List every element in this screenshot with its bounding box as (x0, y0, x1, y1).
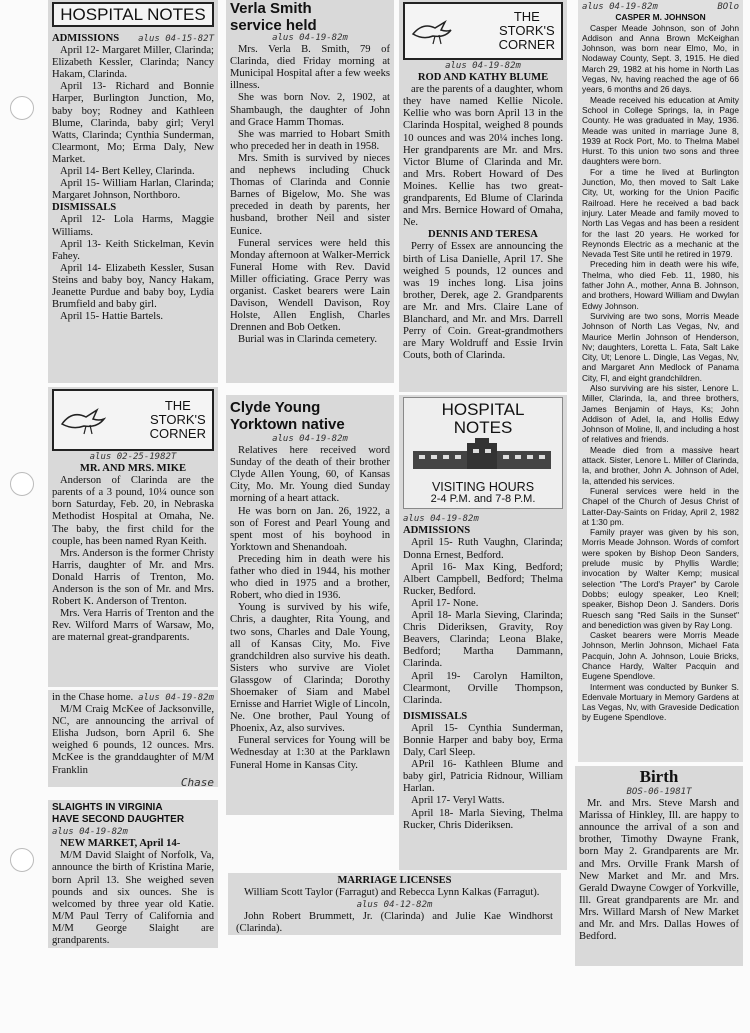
obituary-paragraph: Mrs. Smith is survived by nieces and nephews including Chuck Thomas of Clarinda and Connie Barnes of Bigelow, Mo. She was preceded in death by parents, her husband, brother Neil and sister Eunice. (230, 152, 390, 237)
clipping-date-stamp: alus 04-15-82T (138, 34, 214, 44)
obituary-paragraph: He was born on Jan. 26, 1922, a son of Forest and Pearl Young and spent most of his boyhood in Yorktown and Shenandoah. (230, 505, 390, 553)
obituary-paragraph: She was married to Hobart Smith who preceded her in death in 1958. (230, 128, 390, 152)
obituary-paragraph: Burial was in Clarinda cemetery. (238, 334, 378, 346)
clyde-young-obituary-clipping (226, 395, 394, 815)
clipping-date-stamp: alus 04-19-82m (445, 61, 521, 71)
birth-announcement-heading: ROD AND KATHY BLUME (417, 72, 549, 84)
admission-entry: April 14- Bert Kelley, Clarinda. (60, 166, 195, 178)
clipping-date-stamp: alus 02-25-1982T (89, 452, 177, 462)
binder-hole (10, 848, 34, 872)
birth-announcement-clipping (575, 766, 743, 966)
storks-corner-title: CORNER (498, 37, 555, 52)
birth-announcement-text: Mrs. Anderson is the former Christy Harris, daughter of Mr. and Mrs. Donald Harris of Trenton, Mo. Anderson is the son of Mr. and Mrs. Robert K. Anderson of Trenton. (52, 547, 214, 608)
admission-entry: April 18- Marla Sieving, Clarinda; Chris Dideriksen, Gravity, Roy Beavers, Clarinda; Leona Blake, Bedford; Martha Dammann, Clarinda. (403, 610, 563, 670)
clipping-date-stamp: alus 04-19-82m (272, 33, 348, 43)
admission-entry: April 19- Carolyn Hamilton, Clearmont, Orville Thompson, Clarinda. (403, 670, 563, 706)
dismissal-entry: April 18- Marla Sieving, Thelma Rucker, Chris Dideriksen. (403, 807, 563, 831)
marriage-licenses-heading: MARRIAGE LICENSES (337, 875, 452, 886)
marriage-licenses-clipping (228, 873, 561, 935)
birth-announcement-heading: DENNIS AND TERESA (428, 229, 538, 241)
clipping-date-stamp: BOS-06-1981T (626, 787, 692, 797)
dismissal-entry: APril 16- Kathleen Blume and baby girl, Patricia Ridnour, William Harlan. (403, 759, 563, 795)
clipping-date-stamp: alus 04-12-82m (356, 900, 433, 911)
dismissal-entry: April 12- Lola Harms, Maggie Williams. (52, 214, 214, 238)
casper-johnson-obituary-clipping (578, 0, 743, 762)
stork-icon (411, 16, 453, 46)
obituary-headline: Clyde Young (230, 399, 321, 416)
dismissal-entry: April 17- Veryl Watts. (411, 795, 505, 807)
license-entry: William Scott Taylor (Farragut) and Rebecca Lynn Kalkas (Farragut). (244, 887, 540, 899)
clipping-date-stamp: alus 04-19-82m (138, 693, 214, 703)
storks-corner-title: STORK'S (149, 412, 206, 427)
storks-corner-title: THE (513, 9, 540, 24)
clipping-headline: SLAIGHTS IN VIRGINIA (52, 802, 163, 813)
dismissal-entry: April 13- Keith Stickelman, Kevin Fahey. (52, 238, 214, 262)
obituary-paragraph: Preceding him in death were his wife, Thelma, who died Feb. 11, 1980, his father John A., mother, Anna B. Johnson, and brothers, Howard William and Dwylan Edwy Johnson. (582, 259, 739, 311)
obituary-paragraph: Surviving are two sons, Morris Meade Johnson of North Las Vegas, Nv, and Maurice Merlin Johnson of Henderson, Nv; daughters, Loretta L. Fata, Salt Lake City, Ut; Lenore L. Dingle, Las Vegas, Nv, and Margaret Ann Medlock of Panama City, Fl, and eight grandchildren. (582, 310, 739, 383)
storks-corner-header (403, 2, 563, 60)
dismissals-heading: DISMISSALS (403, 710, 468, 722)
obituary-paragraph: Meade died from a massive heart attack. Sister, Lenore L. Miller of Clarinda, Ia, and brother, John A. Johnson of Adel, Ia, attended his services. (582, 444, 739, 486)
birth-announcement-heading: MR. AND MRS. MIKE (79, 463, 187, 475)
birth-announcement-text: Anderson of Clarinda are the parents of a 3 pound, 10¼ ounce son born Saturday, Feb. 20, in Nebraska Methodist Hospital at Omaha, Ne. The baby, the first child for the couple, has been named Ryan Keith. (52, 475, 214, 547)
handwritten-note: Chase (180, 775, 214, 787)
storks-corner-header (52, 389, 214, 451)
birth-announcement-text: M/M David Slaight of Norfolk, Va, announce the birth of Kristina Marie, born April 13. She weighed seven pounds and six ounces. She is welcomed by three year old Katie. M/M Paul Terry of California and M/M George Slaight are grandparents. (52, 850, 214, 947)
obituary-headline: CASPER M. JOHNSON (615, 12, 706, 23)
obituary-paragraph: Interment was conducted by Bunker S. Edenvale Mortuary in Memory Gardens at Las Vegas, Nv, with Graveside Dedication by Eugene Spendlove. (582, 681, 739, 723)
binder-hole (10, 472, 34, 496)
obituary-paragraph: Funeral services were held in the Chapel of the Church of Jesus Christ of Latter-Day-Saints on Friday, April 2, 1982 at 1:30 pm. (582, 485, 739, 527)
dismissal-entry: April 15- Hattie Bartels. (60, 311, 163, 323)
obituary-paragraph: Meade received his education at Amity School in College Springs, Ia, in Page County. He was graduated in May, 1936. Meade was united in marriage June 8, 1939 at Rock Port, Mo. to Thelma Mabel Hurst. To this union two sons and three daughters were born. (582, 94, 739, 167)
storks-corner-clipping (48, 387, 218, 687)
hospital-notes-header (403, 397, 563, 509)
hospital-notes-title: HOSPITAL NOTES (52, 2, 214, 27)
hospital-notes-title: NOTES (453, 418, 513, 437)
mckee-birth-clipping (48, 690, 218, 787)
slaight-birth-clipping (48, 800, 218, 948)
dismissal-entry: April 14- Elizabeth Kessler, Susan Steins and baby boy, Nancy Hakam, Jeanette Purdue and baby boy, Lydia Brumfield and baby girl. (52, 262, 214, 311)
admission-entry: April 16- Max King, Bedford; Albert Campbell, Bedford; Thelma Rucker, Bedford. (403, 561, 563, 597)
clipping-date-stamp: alus 04-19-82m (582, 2, 658, 12)
birth-announcement-text: are the parents of a daughter, whom they have named Kellie Nicole. Kellie who was born April 13 in the Clarinda Hospital, weighed 8 pounds 10 ounces and was 20¼ inches long. Her grandparents are Mr. and Mrs. Victor Blume of Clarinda and Mr. and Mrs. Robert Howard of Des Moines. Kellie has two great-grandparents, Ed Blume of Clarinda and Mrs. Bernice Howard of Omaha, Ne. (403, 84, 563, 229)
obituary-headline: Yorktown native (230, 416, 345, 433)
birth-announcement-text: Mr. and Mrs. Steve Marsh and Marissa of Hinkley, Ill. are happy to announce the arrival of a son and brother, Timothy Dwayne Frank, born May 2. Grandparents are Mr. and Mrs. Orville Frank Marsh of New Market and Mr. and Mrs. Gerald Dwayne Cowger of Yorkville, Ill. Great grandparents are Mr. and Mrs. Willard Marsh of New Market and Mr. and Mrs. Dallas Howes of Bedford. (579, 798, 739, 943)
clipping-lead-text: in the Chase home. (52, 692, 134, 703)
admission-entry: April 15- Ruth Vaughn, Clarinda; Donna Ernest, Bedford. (403, 537, 563, 561)
admissions-heading: ADMISSIONS (403, 525, 471, 537)
hospital-notes-title: HOSPITAL (441, 400, 525, 419)
obituary-paragraph: Relatives here received word Sunday of the death of their brother Clyde Allen Young, 60, of Kansas City, Mo. Mr. Young died Sunday morning of a heart attack. (230, 445, 390, 505)
clipping-headline: HAVE SECOND DAUGHTER (52, 814, 185, 826)
verla-smith-obituary-clipping (226, 0, 394, 383)
admission-entry: April 12- Margaret Miller, Clarinda; Elizabeth Kessler, Clarinda; Nancy Hakam, Clarinda. (52, 45, 214, 81)
visiting-hours-times: 2-4 P.M. and 7-8 P.M. (430, 493, 536, 506)
hospital-notes-clipping (399, 395, 567, 870)
storks-corner-clipping (399, 0, 567, 392)
obituary-paragraph: Also surviving are his sister, Lenore L. Miller, Clarinda, Ia, and three brothers, James Benjamin of Hays, Ks; John Addison of Adel, Ia, and Hollis Edwy Johnson of Moline, Il, and including a host of relatives and friends. (582, 382, 739, 445)
clipping-date-stamp: alus 04-19-82m (272, 434, 348, 444)
clipping-date-stamp: alus 04-19-82m (52, 827, 128, 838)
obituary-paragraph: Funeral services for Young will be Wednesday at 1:30 at the Parklawn Funeral Home in Kansas City. (230, 735, 390, 771)
binder-hole (10, 96, 34, 120)
dismissal-entry: April 15- Cynthia Sunderman, Bonnie Harper and baby boy, Erma Daly, Carl Sleep. (403, 722, 563, 759)
obituary-paragraph: Casket bearers were Morris Meade Johnson, Merlin Johnson, Michael Fata Pacquin, John A. Johnson, Louie Bricks, Chance Hardy, Walter Pacquin and Eugene Spendlove. (582, 630, 739, 682)
admission-entry: April 13- Richard and Bonnie Harper, Burlington Junction, Mo, baby boy; Rodney and Kathleen Blume, Clarinda, baby girl; Veryl Watts, Clarinda; Cynthia Sunderman, Clearmont, Mo; Erma Daly, New Market. (52, 81, 214, 165)
admission-entry: April 17- None. (411, 597, 479, 609)
obituary-paragraph: Young is survived by his wife, Chris, a daughter, Rita Young, and two sons, Charles and Dale Young, all of Kansas City, Mo. Five grandchildren also survive his death. Sisters who survive are Violet Glassgow of Clarinda; Dorothy Shoemaker of Siam and Mabel Ernisse and Harriet Wigle of Lincoln, Ne. One brother, Paul Young of Phoenix, Az, also survives. (230, 602, 390, 735)
obituary-paragraph: Mrs. Verla B. Smith, 79 of Clarinda, died Friday morning at Municipal Hospital after a few weeks illness. (230, 44, 390, 92)
storks-corner-title: STORK'S (498, 23, 555, 38)
admissions-heading: ADMISSIONS (52, 33, 120, 44)
obituary-paragraph: Preceding him in death were his father who died in 1944, his mother who died in 1975 and a brother, Robert, who died in 1936. (230, 553, 390, 602)
obituary-headline: service held (230, 17, 317, 34)
stork-icon (60, 404, 106, 436)
visiting-hours-title: VISITING HOURS (431, 480, 535, 495)
birth-headline: Birth (639, 767, 679, 786)
dateline: NEW MARKET, April 14- (60, 838, 181, 850)
license-entry: John Robert Brummett, Jr. (Clarinda) and Julie Kae Windhorst (Clarinda). (236, 911, 553, 935)
storks-corner-title: THE (164, 398, 191, 413)
obituary-headline: Verla Smith (230, 0, 312, 17)
hospital-building-icon (407, 437, 557, 471)
birth-announcement-text: Mrs. Vera Harris of Trenton and the Rev. Wilford Marrs of Warsaw, Mo, are maternal great-grandparents. (52, 608, 214, 644)
dismissals-heading: DISMISSALS (52, 202, 117, 214)
birth-announcement-text: M/M Craig McKee of Jacksonville, NC, are announcing the arrival of Elisha Judson, born April 6. She weighed 6 pounds, 12 ounces. Mrs. McKee is the granddaughter of M/M Franklin (52, 704, 214, 776)
hospital-notes-clipping (48, 0, 218, 383)
obituary-paragraph: Funeral services were held this Monday afternoon at Walker-Merrick Funeral Home with Rev. David Miller officiating. Grace Perry was organist. Casket bearers were Lain Davison, Wendell Davison, Roy Holste, Allen English, Charles Drennen and Bob Oetken. (230, 237, 390, 334)
clipping-date-stamp: alus 04-19-82m (403, 514, 479, 525)
clipping-date-stamp: BOlo (717, 2, 739, 12)
obituary-paragraph: For a time he lived at Burlington Junction, Mo, then moved to Salt Lake City, Ut, working for the Union Pacific Railroad. Here he received a bad back injury. Later Meade and family moved to North Las Vegas and has been a resident for the last 20 years. He worked for Reynonds Electric as a mechanic at the Nevada Test Site until he retired in 1979. (582, 166, 739, 260)
obituary-paragraph: Family prayer was given by his son, Morris Meade Johnson. Words of comfort were spoken by Bishop Deon Sanders, prelude music by Phyllis Wardle; invocation by Walter Kemp; musical selection "The Lord's Prayer" by Carole Dobbs; eulogy speaker, Leo Knell; speaker, Bishop Deon J. Sanders. Doris Ruesch sang "Red Sails in the Sunset" and benediction was given by Ray Long. (582, 527, 739, 630)
admission-entry: April 15- William Harlan, Clarinda; Margaret Johnson, Northboro. (52, 178, 214, 202)
storks-corner-title: CORNER (149, 426, 206, 441)
obituary-paragraph: Casper Meade Johnson, son of John Addison and Anna Brown McKeighan Johnson, was born near Elmo, Mo, in Nodaway County, Sept. 3, 1915. He died March 29, 1982 at his home in North Las Vegas, Nv, having reached the age of 66 years, 6 months and 26 days. (582, 22, 739, 95)
birth-announcement-text: Perry of Essex are announcing the birth of Lisa Danielle, April 17. She weighed 5 pounds, 12 ounces and was 19 inches long. Lisa joins brother, Derek, age 2. Grandparents are Mr. and Mrs. Claire Lane of Blanchard, and Mr. and Mrs. Darrell Perry of Coin. Great-grandmothers are Mary Woldruff and Essie Irvin Couts, both of Clarinda. (403, 241, 563, 362)
obituary-paragraph: She was born Nov. 2, 1902, at Shambaugh, the daughter of John and Grace Hamm Thomas. (230, 92, 390, 128)
